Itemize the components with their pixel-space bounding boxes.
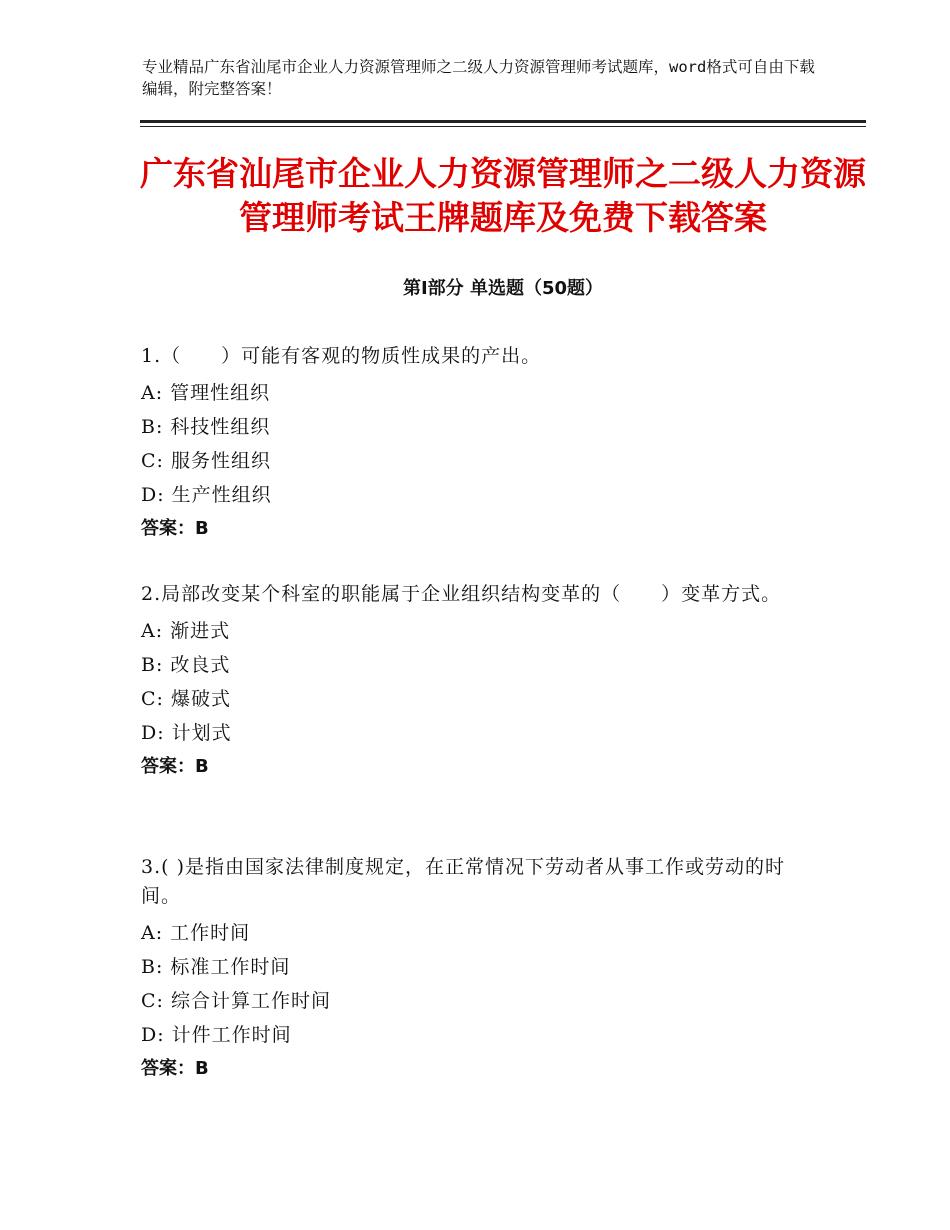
option-c: C: 综合计算工作时间 <box>141 990 331 1012</box>
option-b: B: 标准工作时间 <box>141 956 291 978</box>
section-title: 第Ⅰ部分 单选题（50题） <box>402 278 603 299</box>
document-title: 广东省汕尾市企业人力资源管理师之二级人力资源管理师考试王牌题库及免费下载答案 <box>140 154 866 237</box>
answer: 答案：B <box>141 1058 209 1079</box>
header-rule-thick <box>140 120 866 123</box>
question-1 <box>141 342 811 546</box>
option-b: B: 科技性组织 <box>141 416 271 438</box>
option-d: D: 计件工作时间 <box>141 1024 292 1046</box>
question-3 <box>141 853 811 1086</box>
option-d: D: 计划式 <box>141 722 232 744</box>
option-a: A: 管理性组织 <box>141 382 271 404</box>
option-c: C: 服务性组织 <box>141 450 271 472</box>
header-note: 专业精品广东省汕尾市企业人力资源管理师之二级人力资源管理师考试题库，word格式可自由下载编辑，附完整答案！ <box>142 58 815 98</box>
question-text: 3.( )是指由国家法律制度规定，在正常情况下劳动者从事工作或劳动的时间。 <box>141 856 785 907</box>
answer: 答案：B <box>141 518 209 539</box>
header-rule-thin <box>140 126 866 127</box>
question-2 <box>141 580 811 784</box>
option-c: C: 爆破式 <box>141 688 231 710</box>
option-a: A: 工作时间 <box>141 922 251 944</box>
option-d: D: 生产性组织 <box>141 484 272 506</box>
question-text: 2.局部改变某个科室的职能属于企业组织结构变革的（ ）变革方式。 <box>141 583 782 605</box>
answer: 答案：B <box>141 756 209 777</box>
question-text: 1.（ ）可能有客观的物质性成果的产出。 <box>141 345 542 367</box>
option-a: A: 渐进式 <box>141 620 231 642</box>
option-b: B: 改良式 <box>141 654 231 676</box>
